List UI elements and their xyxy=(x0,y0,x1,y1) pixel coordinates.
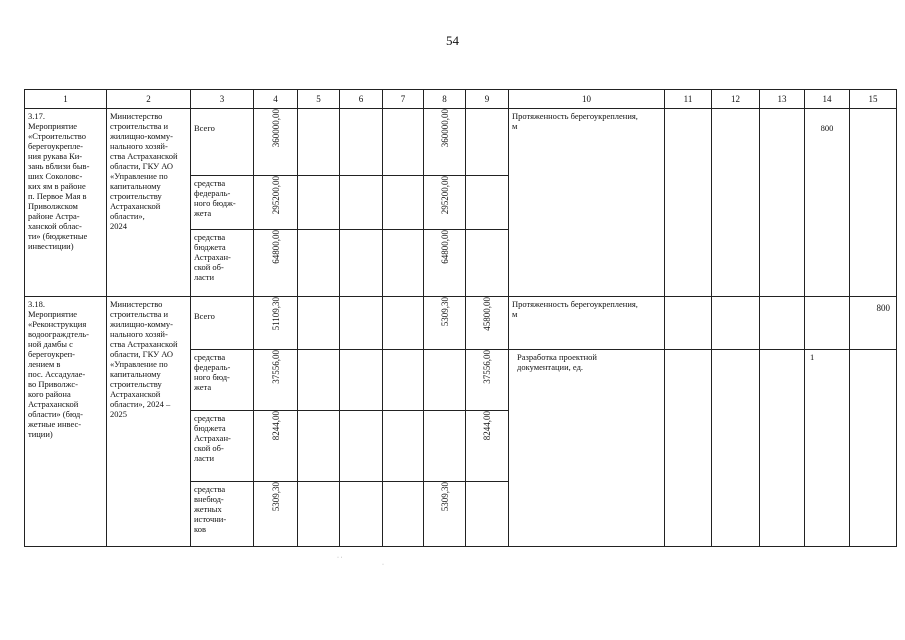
amount-cell: 45800,00 xyxy=(482,297,492,331)
amount-cell: 64800,00 xyxy=(439,230,450,264)
col-header: 9 xyxy=(466,90,509,109)
col-header: 10 xyxy=(509,90,665,109)
source-cell: средства бюджета Астрахан- ской об- ласти xyxy=(194,232,231,282)
amount-cell: 5309,30 xyxy=(439,482,450,512)
col-header: 6 xyxy=(340,90,383,109)
activity-cell: 3.18. Мероприятие «Реконструкция водоограждтель- ной дамбы с берегоукреп- лением в пос. Ассадулае- во Приволжс- кого района Астраханской области» (бюд- жетные инвес- тиции) xyxy=(28,299,89,439)
col-header: 13 xyxy=(760,90,805,109)
amount-cell: 360000,00 xyxy=(439,109,450,148)
amount-cell: 295200,00 xyxy=(270,176,281,215)
col-header: 2 xyxy=(107,90,191,109)
indicator-value: 800 xyxy=(820,123,834,133)
amount-cell: 8244,00 xyxy=(482,411,492,441)
col-header: 12 xyxy=(712,90,760,109)
source-cell: средства федераль- ного бюд- жета xyxy=(194,352,231,392)
indicator-cell: Протяженность берегоукрепления, м xyxy=(512,299,638,319)
executor-cell: Министерство строительства и жилищно-комму- нального хозяй- ства Астраханской области, ГКУ АО «Управление по капитальному строительству Астраханской области», 2024 – 2025 xyxy=(110,299,178,419)
col-header: 4 xyxy=(254,90,298,109)
source-cell: Всего xyxy=(194,123,215,133)
col-header: 11 xyxy=(665,90,712,109)
col-header: 15 xyxy=(850,90,897,109)
col-header: 5 xyxy=(298,90,340,109)
scan-speck: · xyxy=(382,562,384,568)
scan-speck: · · xyxy=(337,555,343,561)
amount-cell: 8244,00 xyxy=(270,411,281,441)
header-row xyxy=(25,90,897,109)
source-cell: средства федераль- ного бюдж- жета xyxy=(194,178,236,218)
indicator-value: 800 xyxy=(876,303,890,313)
amount-cell: 295200,00 xyxy=(439,176,450,215)
program-table xyxy=(24,89,897,547)
amount-cell: 37556,00 xyxy=(270,350,281,384)
amount-cell: 51109,30 xyxy=(270,297,281,331)
amount-cell: 5309,30 xyxy=(439,297,450,327)
source-cell: средства внебюд- жетных источни- ков xyxy=(194,484,227,534)
table-row xyxy=(25,109,897,176)
col-header: 7 xyxy=(383,90,424,109)
executor-cell: Министерство строительства и жилищно-комму- нального хозяй- ства Астраханской области, ГКУ АО «Управление по капитальному строительству Астраханской области», 2024 xyxy=(110,111,178,231)
col-header: 14 xyxy=(805,90,850,109)
col-header: 1 xyxy=(25,90,107,109)
col-header: 3 xyxy=(191,90,254,109)
table-row xyxy=(25,297,897,350)
amount-cell: 360000,00 xyxy=(270,109,281,148)
source-cell: Всего xyxy=(194,311,215,321)
indicator-cell: Разработка проектной документации, ед. xyxy=(517,352,597,372)
page-number: 54 xyxy=(446,33,459,48)
amount-cell: 64800,00 xyxy=(270,230,281,264)
amount-cell: 5309,30 xyxy=(270,482,281,512)
indicator-value: 1 xyxy=(810,352,815,362)
activity-cell: 3.17. Мероприятие «Строительство берегоукрепле- ния рукава Ки- зань вблизи быв- ших Соколовс- ких ям в районе п. Первое Мая в Приволжском районе Астра- ханской облас- ти» (бюджетные инвестиции) xyxy=(28,111,90,251)
indicator-cell: Протяженность берегоукрепления, м xyxy=(512,111,638,131)
amount-cell: 37556,00 xyxy=(482,350,492,384)
source-cell: средства бюджета Астрахан- ской об- ласти xyxy=(194,413,231,463)
col-header: 8 xyxy=(424,90,466,109)
